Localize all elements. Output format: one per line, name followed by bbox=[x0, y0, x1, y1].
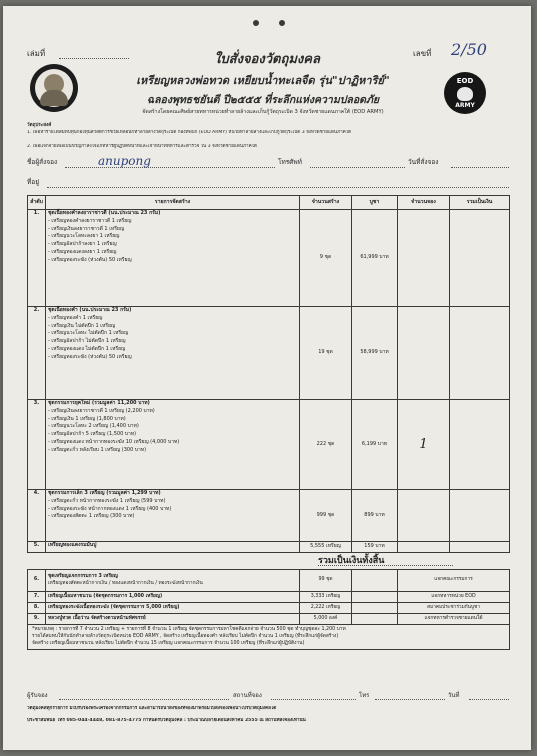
table-row bbox=[28, 592, 510, 603]
row-number: 6. bbox=[28, 570, 46, 592]
table-row bbox=[28, 614, 510, 625]
punch-hole bbox=[279, 20, 285, 26]
col-header-reserve: จำนวนจอง bbox=[398, 196, 450, 210]
row-number: 5. bbox=[28, 542, 46, 553]
note-cell: แจกทหารตำรวจชายแดนใต้ bbox=[398, 614, 510, 625]
blank-cell bbox=[352, 570, 398, 592]
row-number: 2. bbox=[28, 307, 46, 400]
row-number: 8. bbox=[28, 603, 46, 614]
extra-name: หลวงปู่ทวด เนื้อว่าน จัดสร้างตามหน้ามหัศจรรย์ bbox=[46, 614, 300, 625]
celebration-title: ฉลองพุทธชยันตี ปี๒๕๕๕ ที่ระลึกแห่งความปลอดภัย bbox=[146, 94, 380, 106]
objective-1: 1. เพื่อหารายได้สมทบทุนกองทุนสวัสดิการช่วยเหลือนักทำลายล้างวัตถุระเบิด กองทัพบก (EOD ARMY) หน่วยทำลายล้างและเก็บกู้วัตถุระเบิด 3 จังหวัดชายแดนภาคใต้ bbox=[27, 130, 351, 135]
eod-army-logo bbox=[444, 72, 486, 114]
quantity-cell: 222 ชุด bbox=[300, 400, 352, 490]
row-item bbox=[46, 400, 300, 490]
footer-phone-field[interactable] bbox=[375, 699, 445, 700]
blank-cell bbox=[352, 614, 398, 625]
quantity-cell: 3,333 เหรียญ bbox=[300, 592, 352, 603]
item-line: - เหรียญอัลปาก้า ไม่ตัดปีก 1 เหรียญ bbox=[48, 338, 126, 345]
row-number: 1. bbox=[28, 210, 46, 307]
item-line: - เหรียญทองระฆัง หน้ากากทองแดง 1 เหรียญ (400 บาท) bbox=[48, 505, 172, 512]
total-cell[interactable] bbox=[450, 400, 510, 490]
item-line: - เหรียญเงิน 1 เหรียญ (1,800 บาท) bbox=[48, 415, 126, 422]
group-name: ชุดเนื้อทองคำ (นน.ประมาณ 23 กรัม) bbox=[48, 307, 132, 313]
place-field[interactable] bbox=[271, 699, 356, 700]
table-row bbox=[28, 400, 510, 490]
extra-name: ชุดเหรียญแจกกรรมการ 3 เหรียญ bbox=[48, 574, 118, 580]
item-line: - เหรียญนวะโลหะ 2 เหรียญ (1,400 บาท) bbox=[48, 423, 139, 430]
place-label: สถานที่จอง bbox=[233, 692, 262, 699]
reserve-cell[interactable] bbox=[398, 210, 450, 307]
book-no-label: เล่มที่ bbox=[27, 49, 46, 58]
address-label: ที่อยู่ bbox=[27, 178, 39, 186]
item-line: - เหรียญทองคำลงยาราชาวดี 1 เหรียญ bbox=[48, 217, 132, 224]
footer-note-2: ประชาสัมพันธ์ โทร 085-044-4448, 081-875-4775 กำหนดรับวัตถุมงคล : ประมาณปลายเดือนสิงหาคม 2555 ณ สถานที่สั่งจองเท่านั้น bbox=[27, 718, 306, 723]
row-number: 7. bbox=[28, 592, 46, 603]
item-line: - เหรียญตะกั่ว หลังเรียบ 1 เหรียญ (300 บาท) bbox=[48, 446, 147, 453]
group-name: ชุดเนื้อทองคำลงยาราชาวดี (นน.ประมาณ 23 กรัม) bbox=[48, 210, 161, 216]
col-header-no: ลำดับ bbox=[28, 196, 46, 210]
address-field[interactable] bbox=[47, 187, 509, 188]
price-cell: 6,199 บาท bbox=[352, 400, 398, 490]
item-line: - เหรียญอัลปาก้า 5 เหรียญ (1,500 บาท) bbox=[48, 431, 137, 438]
total-cell[interactable] bbox=[450, 542, 510, 553]
item-line: - เหรียญทองสัตตะ 1 เหรียญ (300 บาท) bbox=[48, 513, 135, 520]
table-row bbox=[28, 542, 510, 553]
item-line: - เหรียญเงินลงยาราชาวดี 1 เหรียญ bbox=[48, 225, 125, 232]
reserve-cell[interactable] bbox=[398, 307, 450, 400]
item-line: - เหรียญทองแดง หน้ากากทองระฆัง 10 เหรียญ (4,000 บาท) bbox=[48, 438, 180, 445]
organizer-line: จัดสร้างโดยคณะศิษย์สายทหารหน่วยทำลายล้างและเก็บกู้วัตถุระเบิด 3 จังหวัดชายแดนภาคใต้ (EOD ARMY) bbox=[142, 109, 384, 115]
item-line: - เหรียญอัลปาก้าลงยา 1 เหรียญ bbox=[48, 241, 117, 248]
number-label: เลขที่ bbox=[413, 49, 432, 58]
phone-label: โทรศัพท์ bbox=[278, 158, 302, 166]
monk-portrait-logo bbox=[30, 64, 78, 112]
row-item bbox=[46, 307, 300, 400]
footer-note-1: วัตถุมงคลทุกรายการ มีใบรับรองพระเครื่องจากกรรมการ และสามารถนำสิ่งของที่จองมาพร้อมใบสั่งจองเพื่อนำไปรับวัตถุมงคลได้ bbox=[27, 706, 277, 711]
footer-date-label: วันที่ bbox=[448, 692, 460, 699]
col-header-item: รายการจัดสร้าง bbox=[46, 196, 300, 210]
item-line: - เหรียญนวะโลหะ ไม่ตัดปีก 1 เหรียญ bbox=[48, 330, 129, 337]
form-title: ใบสั่งจองวัตถุมงคล bbox=[214, 52, 320, 67]
row-item bbox=[46, 570, 300, 592]
row-number: 9. bbox=[28, 614, 46, 625]
note-cell: แจกทหารหน่วย EOD bbox=[398, 592, 510, 603]
col-header-total: รวมเป็นเงิน bbox=[450, 196, 510, 210]
footer-date-field[interactable] bbox=[469, 699, 509, 700]
price-cell: 58,999 บาท bbox=[352, 307, 398, 400]
item-line: - เหรียญเงินลงยาราชาวดี 1 เหรียญ (2,200 บาท) bbox=[48, 407, 155, 414]
row-number: 4. bbox=[28, 490, 46, 542]
item-line: - เหรียญทองระฆัง (ห่วงตัน) 50 เหรียญ bbox=[48, 353, 132, 360]
col-header-quantity: จำนวนสร้าง bbox=[300, 196, 352, 210]
quantity-cell: 999 ชุด bbox=[300, 490, 352, 542]
medal-title: เหรียญหลวงพ่อทวด เหยียบน้ำทะเลจืด รุ่น"ปาฏิหาริย์" bbox=[136, 74, 390, 87]
extra-sub: เหรียญทองสัตตะหน้ากากเงิน / ทองแดงหน้ากากเงิน / ทองระฆังหน้ากากเงิน bbox=[48, 580, 203, 586]
eod-logo-text: EOD bbox=[456, 77, 474, 85]
note-cell: แจกคณะกรรมการ bbox=[398, 570, 510, 592]
item-line: - เหรียญทองระฆัง (ห่วงตัน) 50 เหรียญ bbox=[48, 256, 132, 263]
row-number: 3. bbox=[28, 400, 46, 490]
notes-row bbox=[28, 625, 510, 650]
row-item bbox=[46, 210, 300, 307]
army-logo-text: ARMY bbox=[455, 102, 475, 109]
group-name: เหรียญทองแดงรมมันปู bbox=[46, 542, 300, 553]
table-row bbox=[28, 490, 510, 542]
notes-cell bbox=[28, 625, 510, 650]
phone-field[interactable] bbox=[310, 167, 405, 168]
name-value: anupong bbox=[98, 154, 151, 168]
group-name: ชุดกรรมการเล็ก 3 เหรียญ (รวมมูลค่า 1,299 บาท) bbox=[48, 490, 161, 496]
row-item bbox=[46, 490, 300, 542]
note-line: *หมายเหตุ : รายการที่ 7 จำนวน 2 เหรียญ + รายการที่ 8 จำนวน 1 เหรียญ จัดชุดกรรมการมหาโชคดีแจกจ่าย จำนวน 500 ชุด ทำบุญชุดละ 1,200 บาท bbox=[32, 627, 346, 632]
price-cell: 899 บาท bbox=[352, 490, 398, 542]
quantity-cell: 19 ชุด bbox=[300, 307, 352, 400]
quantity-cell: 5,000 องค์ bbox=[300, 614, 352, 625]
extra-name: เหรียญเนื้อมหาชนวน (จัดชุดกรรมการ 1,000 เหรียญ) bbox=[46, 592, 300, 603]
total-cell[interactable] bbox=[450, 307, 510, 400]
note-line: รายได้สมทบให้กับนักทำลายล้างวัตถุระเบิดหน่วย EOD ARMY , จัดสร้าง เหรียญเนื้อทองคำ หลังเรียบ ไม่ตัดปีก จำนวน 1 เหรียญ (ที่ระลึกแก่ผู้จัดสร้าง) bbox=[32, 633, 339, 639]
objective-2: 2. เพื่อแจกจ่ายเพื่อเป็นขวัญกำลังใจแก่ทหารผู้ปฏิบัติหน้าที่และเจ้าหน้าที่ทหารและตำรวจ ใน 3 จังหวัดชายแดนภาคใต้ bbox=[27, 144, 257, 149]
objectives-label: วัตถุประสงค์ bbox=[27, 123, 52, 128]
name-label: ชื่อผู้สั่งจอง bbox=[27, 158, 58, 166]
item-line: - เหรียญตะกั่ว หน้ากากทองระฆัง 1 เหรียญ (599 บาท) bbox=[48, 497, 166, 504]
reserve-cell[interactable] bbox=[398, 542, 450, 553]
total-cell[interactable] bbox=[450, 490, 510, 542]
item-line: - เหรียญทองแดงลงยา 1 เหรียญ bbox=[48, 248, 117, 255]
price-cell: 61,999 บาท bbox=[352, 210, 398, 307]
extra-name: เหรียญทองระฆังเนื้อทองระฆัง (จัดชุดกรรมการ 5,000 เหรียญ) bbox=[46, 603, 300, 614]
blank-cell bbox=[352, 603, 398, 614]
group-name: ชุดกรรมการยุคใหม่ (รวมมูลค่า 11,200 บาท) bbox=[48, 400, 150, 406]
grand-total-field[interactable] bbox=[318, 565, 453, 566]
extras-table bbox=[27, 569, 510, 650]
note-line: จัดสร้าง เหรียญเนื้อมหาชนวน หลังเรียบ ไม่ตัดปีก จำนวน 15 เหรียญ แจกคณะกรรมการ จำนวน 100 เหรียญ (ที่ระลึกแก่ผู้ปฏิบัติงาน) bbox=[32, 640, 305, 646]
order-table bbox=[27, 195, 510, 553]
table-row bbox=[28, 603, 510, 614]
footer-phone-label: โทร bbox=[359, 692, 370, 699]
table-row bbox=[28, 307, 510, 400]
punch-hole bbox=[253, 20, 259, 26]
name-field[interactable] bbox=[65, 167, 275, 168]
item-line: - เหรียญทองแดง ไม่ตัดปีก 1 เหรียญ bbox=[48, 345, 126, 352]
total-cell[interactable] bbox=[450, 210, 510, 307]
quantity-cell: 2,222 เหรียญ bbox=[300, 603, 352, 614]
item-line: - เหรียญทองคำ 1 เหรียญ bbox=[48, 314, 103, 321]
order-form-sheet bbox=[3, 6, 531, 750]
col-header-price: บูชา bbox=[352, 196, 398, 210]
receiver-label: ผู้รับจอง bbox=[27, 692, 48, 699]
grand-total-label: รวมเป็นเงินทั้งสิ้น bbox=[318, 556, 385, 566]
receiver-field[interactable] bbox=[59, 699, 229, 700]
blank-cell bbox=[352, 592, 398, 603]
item-line: - เหรียญเงิน ไม่ตัดปีก 1 เหรียญ bbox=[48, 322, 116, 329]
quantity-cell: 5,555 เหรียญ bbox=[300, 542, 352, 553]
table-row bbox=[28, 570, 510, 592]
reserve-cell[interactable]: 1 bbox=[398, 400, 450, 490]
page-number: 2/50 bbox=[451, 40, 487, 59]
date-field[interactable] bbox=[451, 167, 509, 168]
quantity-cell: 99 ชุด bbox=[300, 570, 352, 592]
price-cell: 159 บาท bbox=[352, 542, 398, 553]
quantity-cell: 9 ชุด bbox=[300, 210, 352, 307]
table-row bbox=[28, 210, 510, 307]
item-line: - เหรียญนวะโลหะลงยา 1 เหรียญ bbox=[48, 233, 120, 240]
reserve-cell[interactable] bbox=[398, 490, 450, 542]
date-label: วันที่สั่งจอง bbox=[408, 158, 439, 166]
note-cell: สมาคมประชาร่วมกันบูชา bbox=[398, 603, 510, 614]
